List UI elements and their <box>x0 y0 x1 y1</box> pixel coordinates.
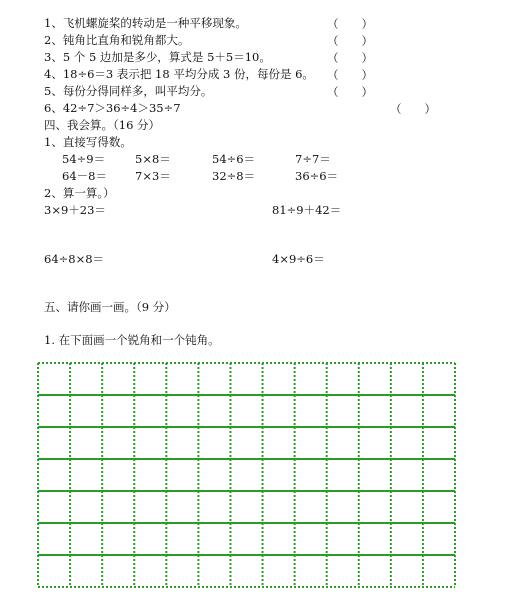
judge-item-4: 4、18÷6＝3 表示把 18 平均分成 3 份，每份是 6。 <box>44 67 314 81</box>
mixed-calc-2: 81÷9＋42＝ <box>272 203 342 217</box>
judge-item-2: 2、钝角比直角和锐角都大。 <box>44 33 190 47</box>
direct-calc-7: 32÷8＝ <box>212 169 256 183</box>
section-4-sub1: 1、直接写得数。 <box>44 135 132 149</box>
judge-paren-5[interactable]: （ ） <box>327 85 373 99</box>
judge-item-3: 3、5 个 5 边加是多少，算式是 5＋5＝10。 <box>44 50 271 64</box>
direct-calc-1: 54÷9＝ <box>62 152 106 166</box>
direct-calc-6: 7×3＝ <box>135 169 171 183</box>
direct-calc-8: 36÷6＝ <box>295 169 339 183</box>
judge-item-5: 5、每份分得同样多，叫平均分。 <box>44 84 213 98</box>
mixed-calc-4: 4×9÷6＝ <box>272 252 325 266</box>
judge-item-6: 6、42÷7＞36÷4＞35÷7 <box>44 101 181 115</box>
draw-instruction: 1. 在下面画一个锐角和一个钝角。 <box>44 333 220 347</box>
direct-calc-5: 64－8＝ <box>62 169 107 183</box>
mixed-calc-3: 64÷8×8＝ <box>44 252 105 266</box>
section-5-title: 五、请你画一画。（9 分） <box>44 300 176 314</box>
judge-paren-1[interactable]: （ ） <box>327 17 373 31</box>
mixed-calc-1: 3×9＋23＝ <box>44 203 106 217</box>
direct-calc-2: 5×8＝ <box>135 152 171 166</box>
section-4-sub2: 2、算一算。） <box>44 186 115 200</box>
judge-paren-2[interactable]: （ ） <box>327 34 373 48</box>
judge-paren-4[interactable]: （ ） <box>327 68 373 82</box>
direct-calc-3: 54÷6＝ <box>212 152 256 166</box>
judge-paren-6[interactable]: （ ） <box>390 102 436 116</box>
judge-paren-3[interactable]: （ ） <box>327 51 373 65</box>
direct-calc-4: 7÷7＝ <box>295 152 331 166</box>
judge-item-1: 1、飞机螺旋桨的转动是一种平移现象。 <box>44 16 247 30</box>
section-4-title: 四、我会算。（16 分） <box>44 118 161 132</box>
